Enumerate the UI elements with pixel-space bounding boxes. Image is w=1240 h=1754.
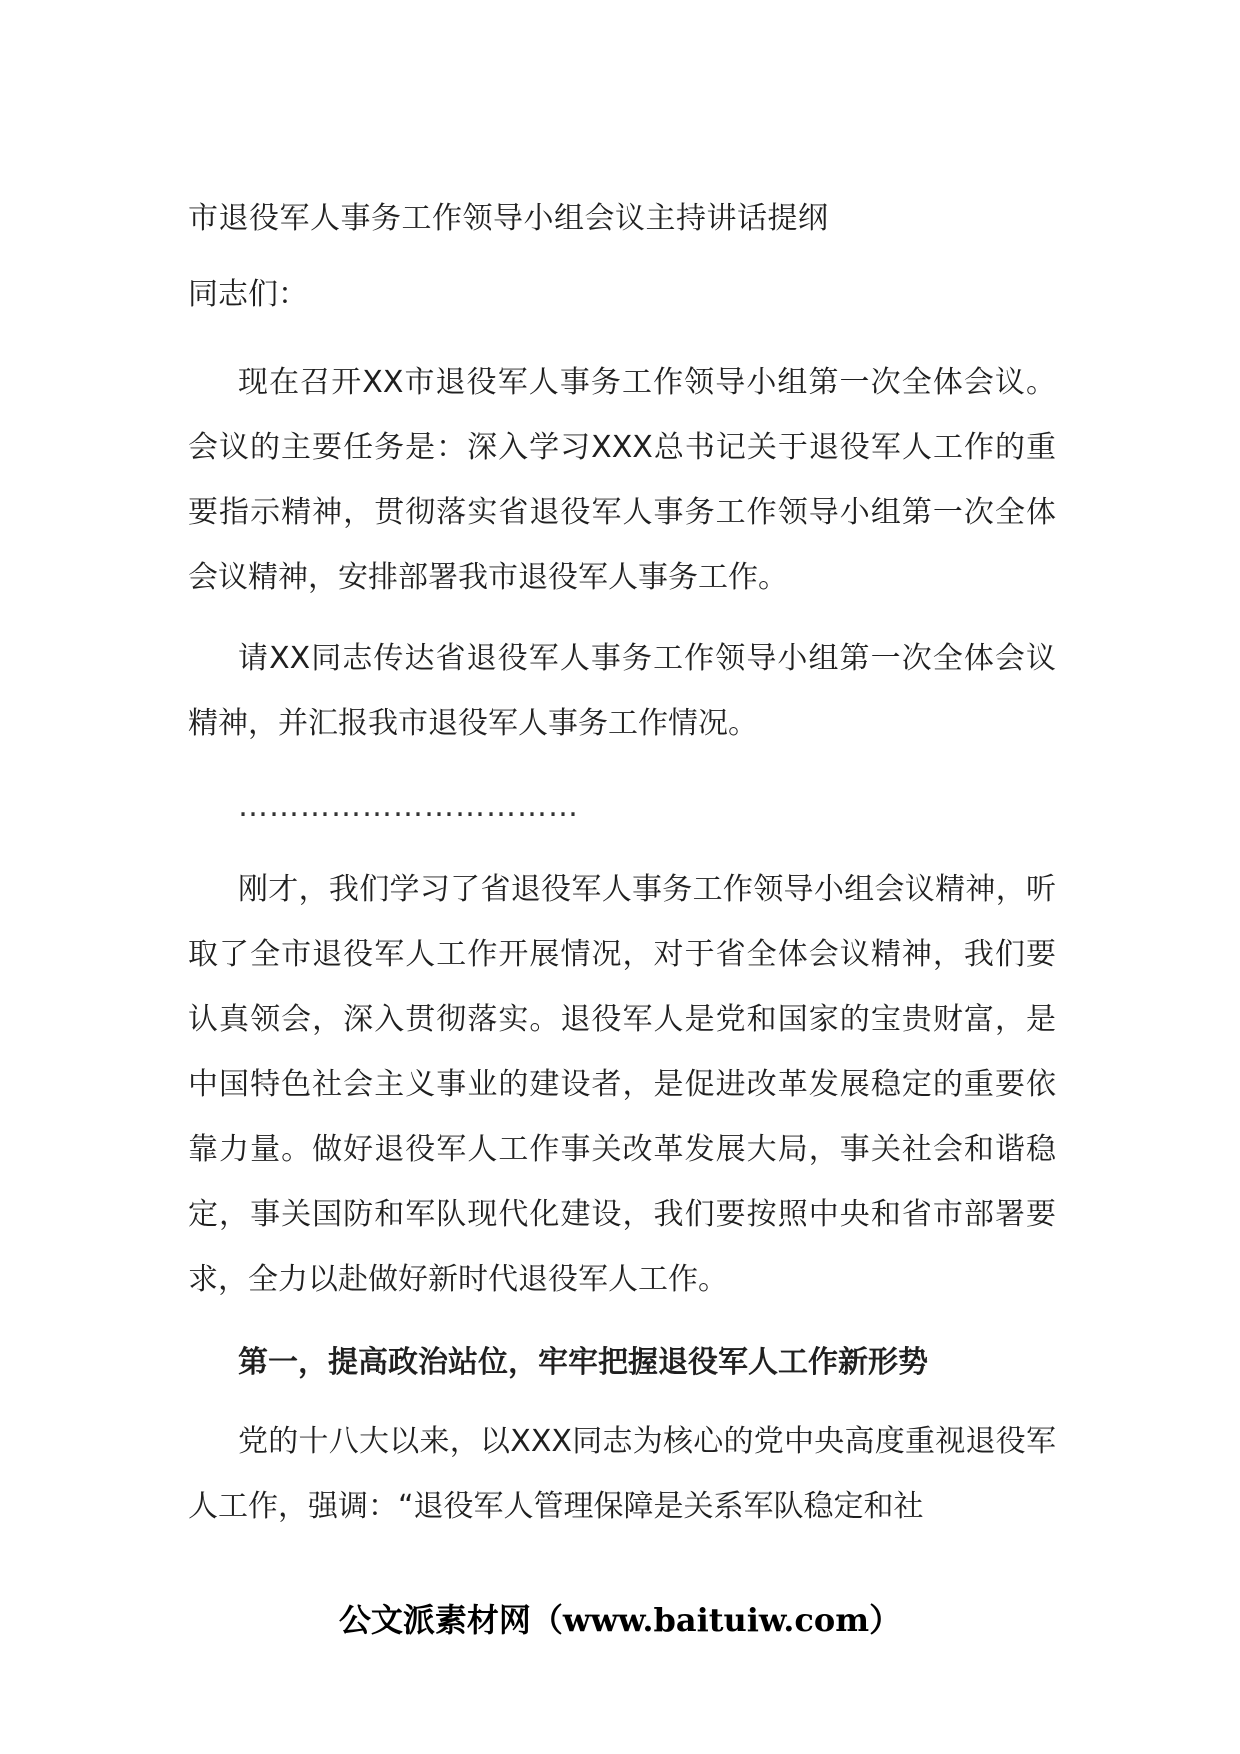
document-title: 市退役军人事务工作领导小组会议主持讲话提纲 bbox=[188, 201, 829, 236]
paragraph-meeting-intro: 现在召开XX市退役军人事务工作领导小组第一次全体会议。会议的主要任务是：深入学习XXX总书记关于退役军人工作的重要指示精神，贯彻落实省退役军人事务工作领导小组第一次全体会议精神，安排部署我市退役军人事务工作。 bbox=[188, 365, 1056, 595]
document-body bbox=[188, 196, 1056, 1539]
watermark-footer: 公文派素材网（www.baituiw.com） bbox=[338, 1601, 902, 1639]
paragraph-section-one: 党的十八大以来，以XXX同志为核心的党中央高度重视退役军人工作，强调：“退役军人管理保障是关系军队稳定和社 bbox=[188, 1424, 1056, 1524]
salutation: 同志们： bbox=[188, 277, 308, 312]
paragraph-report-request: 请XX同志传达省退役军人事务工作领导小组第一次全体会议精神，并汇报我市退役军人事务工作情况。 bbox=[188, 641, 1056, 741]
paragraph-summary: 刚才，我们学习了省退役军人事务工作领导小组会议精神，听取了全市退役军人工作开展情况，对于省全体会议精神，我们要认真领会，深入贯彻落实。退役军人是党和国家的宝贵财富，是中国特色社会主义事业的建设者，是促进改革发展稳定的重要依靠力量。做好退役军人工作事关改革发展大局，事关社会和谐稳定，事关国防和军队现代化建设，我们要按照中央和省市部署要求，全力以赴做好新时代退役军人工作。 bbox=[188, 872, 1056, 1297]
ellipsis-separator: …………………………… bbox=[238, 789, 579, 824]
section-heading: 第一，提高政治站位，牢牢把握退役军人工作新形势 bbox=[238, 1345, 928, 1380]
